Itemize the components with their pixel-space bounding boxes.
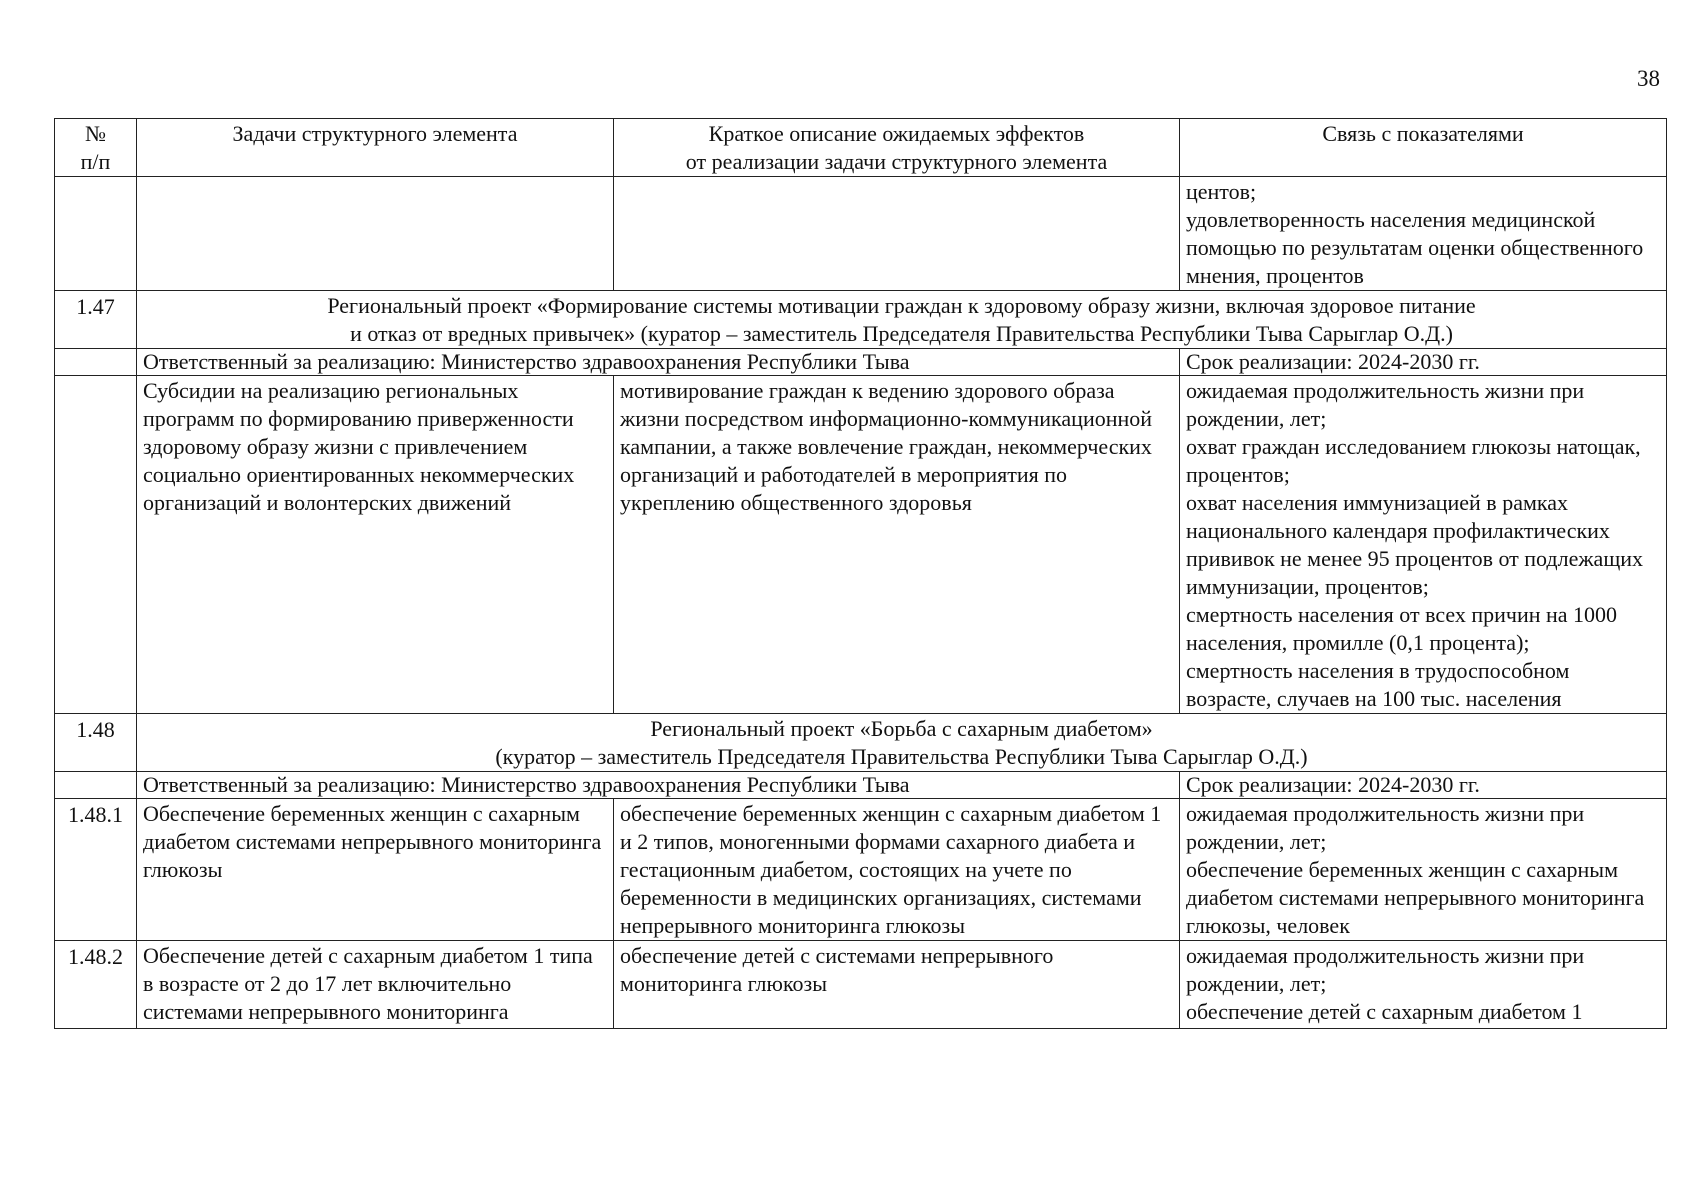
- responsible-row: [55, 772, 1667, 799]
- project-number: 1.47: [55, 291, 137, 349]
- row-number: [55, 177, 137, 291]
- project-row: [55, 714, 1667, 772]
- indicators-cell: ожидаемая продолжительность жизни при рождении, лет; обеспечение беременных женщин с сахарным диабетом системами непрерывного мониторинга глюкозы, человек: [1180, 799, 1667, 941]
- task-cell: Субсидии на реализацию региональных программ по формированию приверженности здоровому образу жизни с привлечением социально ориентированных некоммерческих организаций и волонтерских движений: [137, 376, 614, 714]
- table-row: [55, 177, 1667, 291]
- empty-cell: [55, 349, 137, 376]
- effect-cell: [614, 177, 1180, 291]
- page-number: 38: [1637, 66, 1660, 91]
- task-cell: Обеспечение беременных женщин с сахарным диабетом системами непрерывного мониторинга глюкозы: [137, 799, 614, 941]
- table-row: [55, 799, 1667, 941]
- table-row: [55, 376, 1667, 714]
- responsible-row: [55, 349, 1667, 376]
- empty-cell: [55, 772, 137, 799]
- header-effects: Краткое описание ожидаемых эффектов от реализации задачи структурного элемента: [614, 119, 1180, 177]
- task-cell: [137, 177, 614, 291]
- header-number: № п/п: [55, 119, 137, 177]
- period-label: Срок реализации: 2024-2030 гг.: [1180, 772, 1667, 799]
- task-cell: Обеспечение детей с сахарным диабетом 1 типа в возрасте от 2 до 17 лет включительно системами непрерывного мониторинга: [137, 941, 614, 1029]
- indicators-cell: центов; удовлетворенность населения медицинской помощью по результатам оценки общественного мнения, процентов: [1180, 177, 1667, 291]
- effect-cell: обеспечение беременных женщин с сахарным диабетом 1 и 2 типов, моногенными формами сахарного диабета и гестационным диабетом, состоящих на учете по беременности в медицинских организациях, системами непрерывного мониторинга глюкозы: [614, 799, 1180, 941]
- project-title: Региональный проект «Борьба с сахарным диабетом» (куратор – заместитель Председателя Правительства Республики Тыва Сарыглар О.Д.): [137, 714, 1667, 772]
- responsible-label: Ответственный за реализацию: Министерство здравоохранения Республики Тыва: [137, 772, 1180, 799]
- header-tasks: Задачи структурного элемента: [137, 119, 614, 177]
- project-row: [55, 291, 1667, 349]
- table-header-row: [55, 119, 1667, 177]
- structural-elements-table: [54, 118, 1667, 1029]
- effect-cell: обеспечение детей с системами непрерывного мониторинга глюкозы: [614, 941, 1180, 1029]
- header-indicators: Связь с показателями: [1180, 119, 1667, 177]
- indicators-cell: ожидаемая продолжительность жизни при рождении, лет; обеспечение детей с сахарным диабетом 1: [1180, 941, 1667, 1029]
- responsible-label: Ответственный за реализацию: Министерство здравоохранения Республики Тыва: [137, 349, 1180, 376]
- period-label: Срок реализации: 2024-2030 гг.: [1180, 349, 1667, 376]
- row-number: 1.48.1: [55, 799, 137, 941]
- row-number: [55, 376, 137, 714]
- row-number: 1.48.2: [55, 941, 137, 1029]
- indicators-cell: ожидаемая продолжительность жизни при рождении, лет; охват граждан исследованием глюкозы натощак, процентов; охват населения иммунизацией в рамках национального календаря профилактических прививок не менее 95 процентов от подлежащих иммунизации, процентов; смертность населения от всех причин на 1000 населения, промилле (0,1 процента); смертность населения в трудоспособном возрасте, случаев на 100 тыс. населения: [1180, 376, 1667, 714]
- project-title: Региональный проект «Формирование системы мотивации граждан к здоровому образу жизни, включая здоровое питание и отказ от вредных привычек» (куратор – заместитель Председателя Правительства Республики Тыва Сарыглар О.Д.): [137, 291, 1667, 349]
- table-row: [55, 941, 1667, 1029]
- effect-cell: мотивирование граждан к ведению здорового образа жизни посредством информационно-коммуникационной кампании, а также вовлечение граждан, некоммерческих организаций и работодателей в мероприятия по укреплению общественного здоровья: [614, 376, 1180, 714]
- project-number: 1.48: [55, 714, 137, 772]
